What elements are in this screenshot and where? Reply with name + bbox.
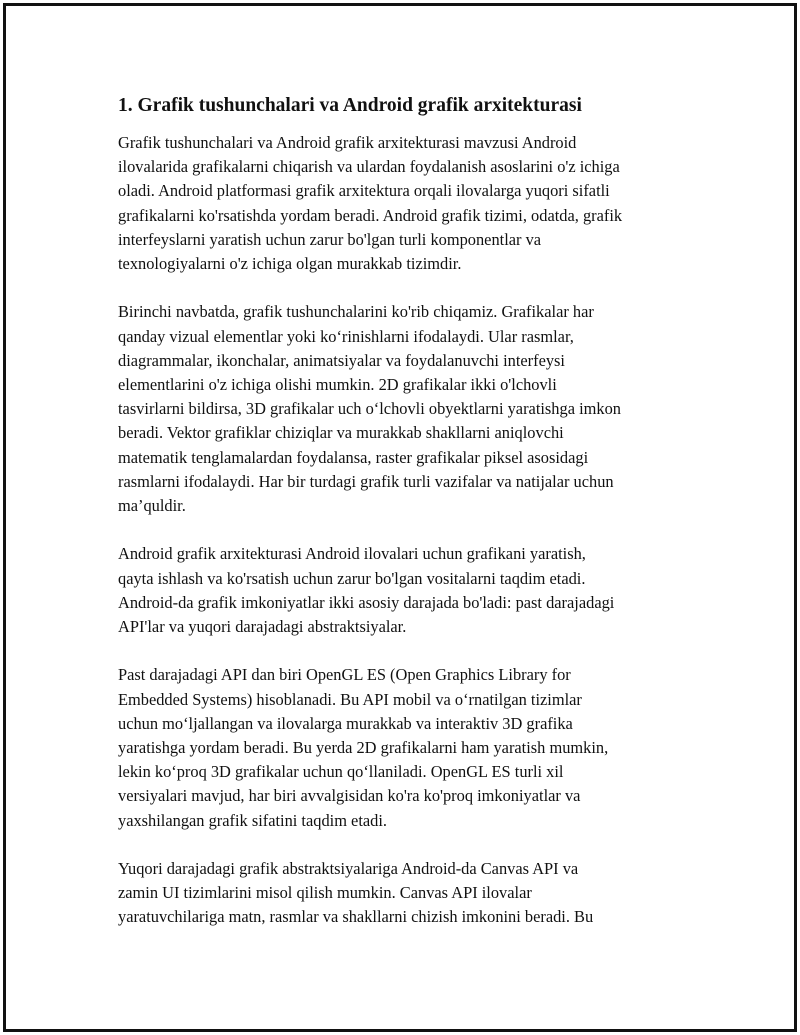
text-line: Past darajadagi API dan biri OpenGL ES (Open Graphics Library for	[118, 665, 571, 685]
text-line: Embedded Systems) hisoblanadi. Bu API mobil va o‘rnatilgan tizimlar	[118, 689, 582, 709]
text-line: ilovalarida grafikalarni chiqarish va ulardan foydalanish asoslarini o'z ichiga	[118, 157, 620, 177]
text-line: yaratishga yordam beradi. Bu yerda 2D grafikalarni ham yaratish mumkin,	[118, 738, 609, 758]
text-line: Grafik tushunchalari va Android grafik arxitekturasi mavzusi Android	[118, 133, 577, 152]
paragraph-5	[118, 857, 698, 930]
text-line: beradi. Vektor grafiklar chiziqlar va murakkab shakllarni aniqlovchi	[118, 423, 564, 443]
text-line: elementlarini o'z ichiga olishi mumkin. 2D grafikalar ikki o'lchovli	[118, 375, 557, 395]
text-line: ma’quldir.	[118, 496, 186, 516]
text-line: qanday vizual elementlar yoki ko‘rinishlarni ifodalaydi. Ular rasmlar,	[118, 326, 574, 346]
text-line: interfeyslarni yaratish uchun zarur bo'lgan turli komponentlar va	[118, 229, 542, 249]
text-line: Birinchi navbatda, grafik tushunchalarini ko'rib chiqamiz. Grafikalar har	[118, 302, 594, 322]
text-line: oladi. Android platformasi grafik arxitektura orqali ilovalarga yuqori sifatli	[118, 181, 610, 201]
text-line: lekin ko‘proq 3D grafikalar uchun qo‘llaniladi. OpenGL ES turli xil	[118, 762, 564, 782]
text-line: tasvirlarni bildirsa, 3D grafikalar uch o‘lchovli obyektlarni yaratishga imkon	[118, 399, 621, 419]
text-line: uchun mo‘ljallangan va ilovalarga murakkab va interaktiv 3D grafika	[118, 713, 573, 733]
text-line: Android grafik arxitekturasi Android ilovalari uchun grafikani yaratish,	[118, 544, 586, 564]
text-line: grafikalarni ko'rsatishda yordam beradi. Android grafik tizimi, odatda, grafik	[118, 205, 623, 225]
paragraph-3	[118, 542, 698, 639]
text-line: diagrammalar, ikonchalar, animatsiyalar va foydalanuvchi interfeysi	[118, 350, 565, 370]
text-line: versiyalari mavjud, har biri avvalgisidan ko'ra ko'proq imkoniyatlar va	[118, 786, 581, 806]
text-line: rasmlarni ifodalaydi. Har bir turdagi grafik turli vazifalar va natijalar uchun	[118, 471, 614, 491]
text-line: texnologiyalarni o'z ichiga olgan murakkab tizimdir.	[118, 254, 462, 274]
section-heading: 1. Grafik tushunchalari va Android grafik arxitekturasi	[118, 95, 582, 116]
text-line: Android-da grafik imkoniyatlar ikki asosiy darajada bo'ladi: past darajadagi	[118, 592, 615, 612]
text-line: API'lar va yuqori darajadagi abstraktsiyalar.	[118, 617, 407, 637]
paragraph-2	[118, 300, 698, 518]
paragraph-4	[118, 663, 698, 832]
text-line: qayta ishlash va ko'rsatish uchun zarur bo'lgan vositalarni taqdim etadi.	[118, 568, 586, 588]
text-line: matematik tenglamalardan foydalansa, raster grafikalar piksel asosidagi	[118, 447, 589, 467]
text-line: Yuqori darajadagi grafik abstraktsiyalariga Android-da Canvas API va	[118, 859, 579, 879]
text-line: zamin UI tizimlarini misol qilish mumkin. Canvas API ilovalar	[118, 883, 532, 903]
text-line: yaratuvchilariga matn, rasmlar va shakllarni chizish imkonini beradi. Bu	[118, 907, 594, 927]
text-line: yaxshilangan grafik sifatini taqdim etadi.	[118, 810, 388, 830]
paragraph-1	[118, 131, 698, 276]
document-body	[118, 93, 698, 954]
